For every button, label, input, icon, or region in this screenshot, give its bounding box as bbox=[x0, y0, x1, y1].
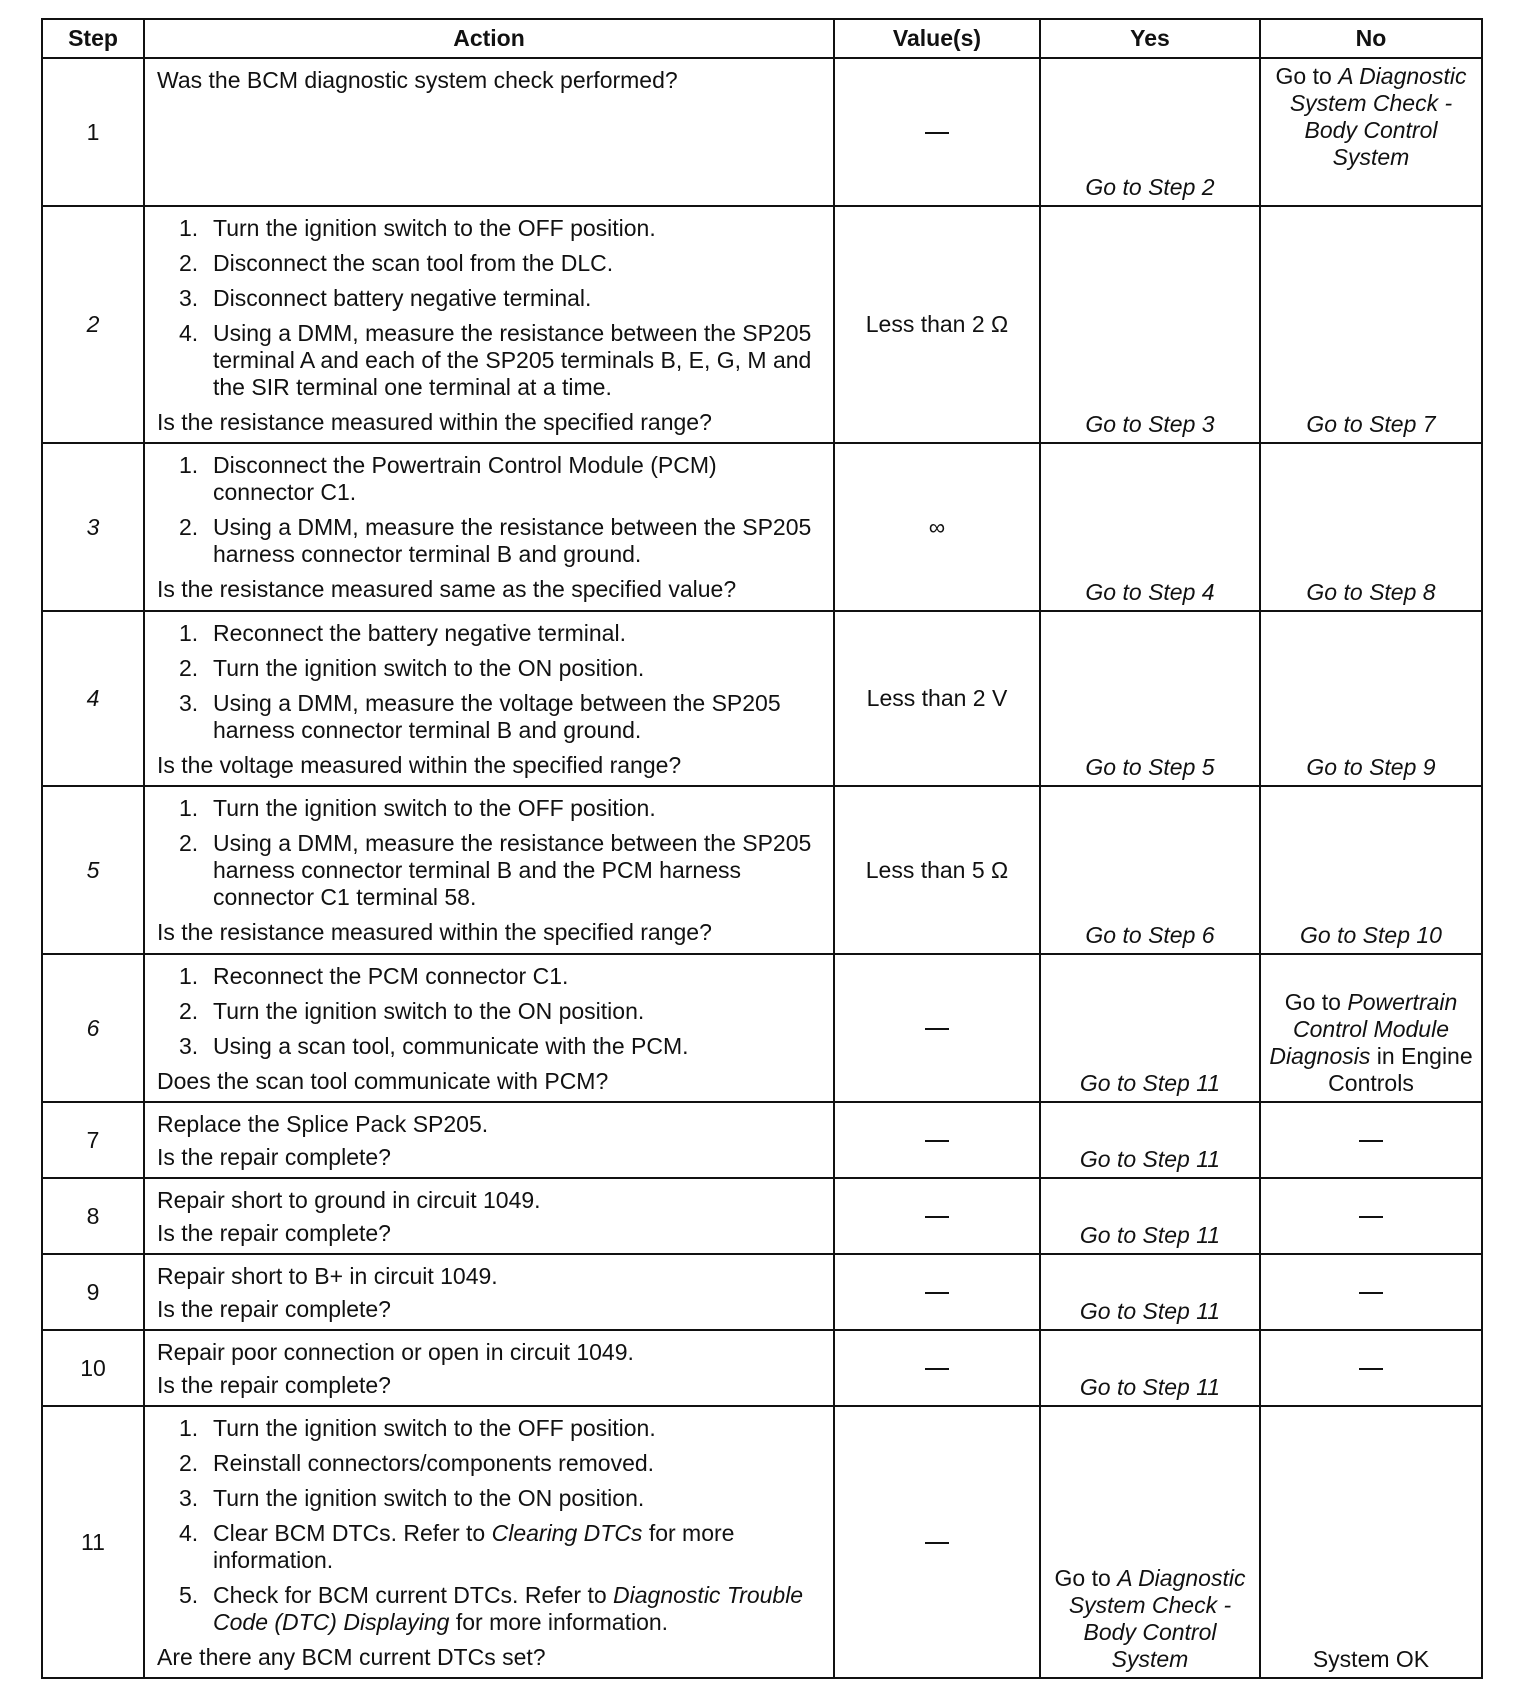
dash bbox=[925, 1368, 949, 1370]
list-item: 3. Using a scan tool, communicate with the PCM. bbox=[179, 1033, 689, 1059]
action-text: Replace the Splice Pack SP205. bbox=[157, 1111, 489, 1137]
dash bbox=[925, 1292, 949, 1294]
no-cell: Go to Step 9 bbox=[1260, 611, 1482, 786]
list-item: 3. Using a DMM, measure the voltage between the SP205 harness connector terminal B and ground. bbox=[179, 690, 781, 743]
header-values: Value(s) bbox=[834, 19, 1040, 58]
list-item: 4. Using a DMM, measure the resistance between the SP205 terminal A and each of the SP205 terminals B, E, G, M and the SIR terminal one terminal at a time. bbox=[179, 320, 812, 400]
dash bbox=[925, 1028, 949, 1030]
table-row bbox=[42, 1178, 1482, 1254]
step-number: 1 bbox=[42, 58, 144, 206]
action-question: Is the resistance measured within the specified range? bbox=[157, 919, 712, 945]
value-cell bbox=[834, 1330, 1040, 1406]
action-list bbox=[157, 963, 821, 1060]
yes-cell: Go to Step 11 bbox=[1040, 1330, 1260, 1406]
action-text: Repair short to ground in circuit 1049. bbox=[157, 1187, 541, 1213]
yes-cell: Go to Step 4 bbox=[1040, 443, 1260, 611]
step-number: 2 bbox=[42, 206, 144, 443]
yes-prefix: Go to bbox=[1054, 1565, 1118, 1591]
value-cell bbox=[834, 1406, 1040, 1678]
value-cell bbox=[834, 1102, 1040, 1178]
yes-cell bbox=[1040, 1406, 1260, 1678]
list-item: 5. Check for BCM current DTCs. Refer to Diagnostic Trouble Code (DTC) Displaying for more information. bbox=[179, 1582, 804, 1635]
action-question: Is the voltage measured within the specified range? bbox=[157, 752, 682, 778]
value-cell: Less than 2 V bbox=[834, 611, 1040, 786]
no-cell bbox=[1260, 1254, 1482, 1330]
value-cell: Less than 2 Ω bbox=[834, 206, 1040, 443]
action-cell bbox=[144, 954, 834, 1102]
doc-reference: Clearing DTCs bbox=[491, 1520, 643, 1546]
header-action: Action bbox=[144, 19, 834, 58]
action-list bbox=[157, 620, 821, 744]
no-cell bbox=[1260, 1330, 1482, 1406]
no-cell: System OK bbox=[1260, 1406, 1482, 1678]
list-item: 1. Disconnect the Powertrain Control Module (PCM) connector C1. bbox=[179, 452, 717, 505]
yes-cell: Go to Step 11 bbox=[1040, 1102, 1260, 1178]
action-text: Repair poor connection or open in circuit 1049. bbox=[157, 1339, 634, 1365]
table-row bbox=[42, 58, 1482, 206]
yes-cell: Go to Step 11 bbox=[1040, 954, 1260, 1102]
list-item: 4. Clear BCM DTCs. Refer to Clearing DTCs for more information. bbox=[179, 1520, 735, 1573]
yes-link: A Diagnostic System Check - Body Control System bbox=[1068, 1565, 1246, 1672]
action-cell bbox=[144, 611, 834, 786]
step-number: 6 bbox=[42, 954, 144, 1102]
action-question: Is the repair complete? bbox=[157, 1372, 391, 1398]
step-number: 4 bbox=[42, 611, 144, 786]
action-question: Was the BCM diagnostic system check performed? bbox=[157, 67, 678, 93]
diagnostic-table bbox=[41, 18, 1483, 1679]
action-question: Does the scan tool communicate with PCM? bbox=[157, 1068, 609, 1094]
list-item: 2. Turn the ignition switch to the ON position. bbox=[179, 655, 645, 681]
action-cell bbox=[144, 786, 834, 954]
no-cell bbox=[1260, 1102, 1482, 1178]
value-cell bbox=[834, 954, 1040, 1102]
no-cell: Go to Step 7 bbox=[1260, 206, 1482, 443]
table-row bbox=[42, 611, 1482, 786]
value-cell bbox=[834, 1254, 1040, 1330]
action-question: Are there any BCM current DTCs set? bbox=[157, 1644, 546, 1670]
yes-cell: Go to Step 11 bbox=[1040, 1254, 1260, 1330]
step-number: 9 bbox=[42, 1254, 144, 1330]
action-list bbox=[157, 215, 821, 401]
action-list bbox=[157, 1415, 821, 1636]
dash bbox=[925, 1542, 949, 1544]
list-item: 3. Turn the ignition switch to the ON position. bbox=[179, 1485, 645, 1511]
action-question: Is the resistance measured same as the specified value? bbox=[157, 576, 737, 602]
list-item: 1. Reconnect the battery negative terminal. bbox=[179, 620, 626, 646]
action-cell bbox=[144, 58, 834, 206]
no-cell: Go to Step 8 bbox=[1260, 443, 1482, 611]
action-cell bbox=[144, 206, 834, 443]
yes-cell: Go to Step 3 bbox=[1040, 206, 1260, 443]
header-step: Step bbox=[42, 19, 144, 58]
no-prefix: Go to bbox=[1284, 989, 1348, 1015]
no-cell bbox=[1260, 954, 1482, 1102]
table-row bbox=[42, 1330, 1482, 1406]
dash bbox=[1359, 1216, 1383, 1218]
header-yes: Yes bbox=[1040, 19, 1260, 58]
list-item: 1. Turn the ignition switch to the OFF position. bbox=[179, 215, 656, 241]
yes-cell: Go to Step 6 bbox=[1040, 786, 1260, 954]
no-cell: Go to Step 10 bbox=[1260, 786, 1482, 954]
table-row bbox=[42, 206, 1482, 443]
dash bbox=[1359, 1368, 1383, 1370]
action-question: Is the repair complete? bbox=[157, 1296, 391, 1322]
no-link: Powertrain Control Module Diagnosis bbox=[1269, 989, 1458, 1069]
dash bbox=[925, 1140, 949, 1142]
no-cell bbox=[1260, 58, 1482, 206]
action-question: Is the resistance measured within the specified range? bbox=[157, 409, 712, 435]
step-number: 10 bbox=[42, 1330, 144, 1406]
list-item: 2. Using a DMM, measure the resistance between the SP205 harness connector terminal B and the PCM harness connector C1 terminal 58. bbox=[179, 830, 812, 910]
list-item: 2. Turn the ignition switch to the ON position. bbox=[179, 998, 645, 1024]
action-list bbox=[157, 795, 821, 911]
header-no: No bbox=[1260, 19, 1482, 58]
table-row bbox=[42, 1254, 1482, 1330]
table-row bbox=[42, 786, 1482, 954]
list-item: 1. Turn the ignition switch to the OFF position. bbox=[179, 1415, 656, 1441]
dash bbox=[1359, 1140, 1383, 1142]
action-question: Is the repair complete? bbox=[157, 1220, 391, 1246]
action-list bbox=[157, 452, 821, 568]
table-row bbox=[42, 954, 1482, 1102]
no-link: A Diagnostic System Check - Body Control System bbox=[1289, 63, 1467, 170]
action-cell bbox=[144, 1254, 834, 1330]
table-row bbox=[42, 1102, 1482, 1178]
action-cell bbox=[144, 1406, 834, 1678]
step-number: 11 bbox=[42, 1406, 144, 1678]
value-cell: Less than 5 Ω bbox=[834, 786, 1040, 954]
header-row bbox=[42, 19, 1482, 58]
list-item: 2. Disconnect the scan tool from the DLC. bbox=[179, 250, 614, 276]
table-row bbox=[42, 443, 1482, 611]
value-cell bbox=[834, 58, 1040, 206]
yes-cell: Go to Step 2 bbox=[1040, 58, 1260, 206]
no-cell bbox=[1260, 1178, 1482, 1254]
yes-cell: Go to Step 5 bbox=[1040, 611, 1260, 786]
value-cell: ∞ bbox=[834, 443, 1040, 611]
no-prefix: Go to bbox=[1275, 63, 1339, 89]
list-item: 1. Reconnect the PCM connector C1. bbox=[179, 963, 569, 989]
value-cell bbox=[834, 1178, 1040, 1254]
list-item: 2. Using a DMM, measure the resistance between the SP205 harness connector terminal B and ground. bbox=[179, 514, 812, 567]
step-number: 7 bbox=[42, 1102, 144, 1178]
list-item: 2. Reinstall connectors/components removed. bbox=[179, 1450, 655, 1476]
dash bbox=[925, 1216, 949, 1218]
action-cell bbox=[144, 1330, 834, 1406]
list-item: 3. Disconnect battery negative terminal. bbox=[179, 285, 592, 311]
step-number: 5 bbox=[42, 786, 144, 954]
dash bbox=[925, 132, 949, 134]
action-cell bbox=[144, 443, 834, 611]
no-suffix: in Engine Controls bbox=[1328, 1043, 1473, 1096]
action-question: Is the repair complete? bbox=[157, 1144, 391, 1170]
step-number: 3 bbox=[42, 443, 144, 611]
action-text: Repair short to B+ in circuit 1049. bbox=[157, 1263, 498, 1289]
step-number: 8 bbox=[42, 1178, 144, 1254]
action-cell bbox=[144, 1178, 834, 1254]
table-row bbox=[42, 1406, 1482, 1678]
action-cell bbox=[144, 1102, 834, 1178]
list-item: 1. Turn the ignition switch to the OFF position. bbox=[179, 795, 656, 821]
dash bbox=[1359, 1292, 1383, 1294]
doc-reference: Diagnostic Trouble Code (DTC) Displaying bbox=[213, 1582, 804, 1635]
yes-cell: Go to Step 11 bbox=[1040, 1178, 1260, 1254]
